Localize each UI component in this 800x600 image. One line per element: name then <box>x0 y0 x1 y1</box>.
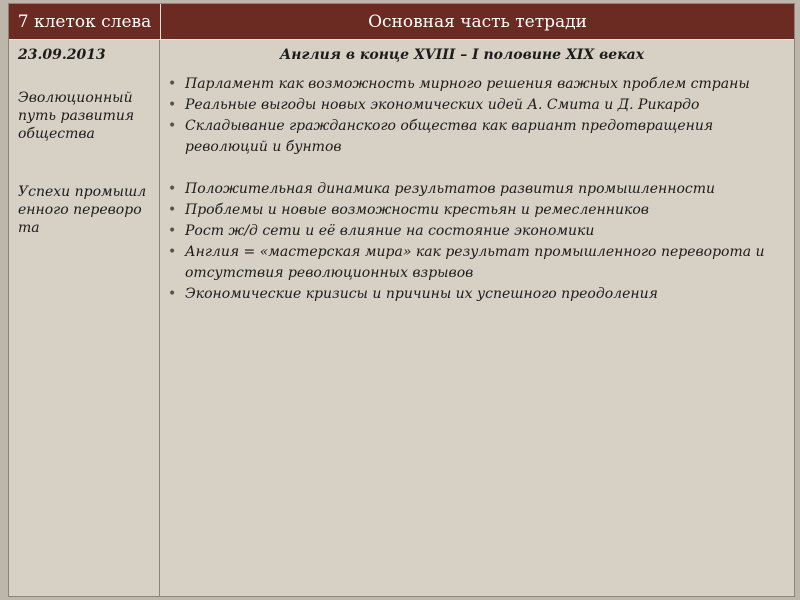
bullet-icon: • <box>168 97 177 113</box>
topic-1: Эволюционный путь развития общества <box>18 90 135 142</box>
header-left: 7 клеток слева <box>9 4 161 39</box>
list-item: • Рост ж/д сети и её влияние на состояние экономики <box>185 221 784 242</box>
bullet-icon: • <box>168 286 177 302</box>
bullet-icon: • <box>168 181 177 197</box>
left-column <box>9 40 160 596</box>
topic-2: Успехи промышленного переворота <box>18 184 147 236</box>
bullet-icon: • <box>168 202 177 218</box>
list-item: • Положительная динамика результатов развития промышленности <box>185 179 784 200</box>
lesson-title: Англия в конце XVIII – I половине XIX веках <box>279 47 645 63</box>
list-item: • Экономические кризисы и причины их успешного преодоления <box>185 284 784 305</box>
bullet-icon: • <box>168 76 177 92</box>
list-item: • Складывание гражданского общества как вариант предотвращения революций и бунтов <box>168 118 714 155</box>
header-right: Основная часть тетради <box>368 11 587 32</box>
right-column <box>160 40 794 596</box>
notebook-table <box>8 3 795 597</box>
bullet-icon: • <box>168 223 177 239</box>
list-item: • Проблемы и новые возможности крестьян и ремесленников <box>185 200 784 221</box>
item-list-1 <box>160 74 794 158</box>
item-list-2 <box>160 179 794 305</box>
table-body <box>9 40 794 596</box>
table-header <box>9 4 794 40</box>
list-item: • Англия = «мастерская мира» как результат промышленного переворота и отсутствия революционных взрывов <box>168 244 765 281</box>
list-item: • Парламент как возможность мирного решения важных проблем страны <box>185 74 784 95</box>
lesson-date: 23.09.2013 <box>18 47 106 63</box>
list-item: • Реальные выгоды новых экономических идей А. Смита и Д. Рикардо <box>185 95 784 116</box>
bullet-icon: • <box>168 244 177 260</box>
bullet-icon: • <box>168 118 177 134</box>
